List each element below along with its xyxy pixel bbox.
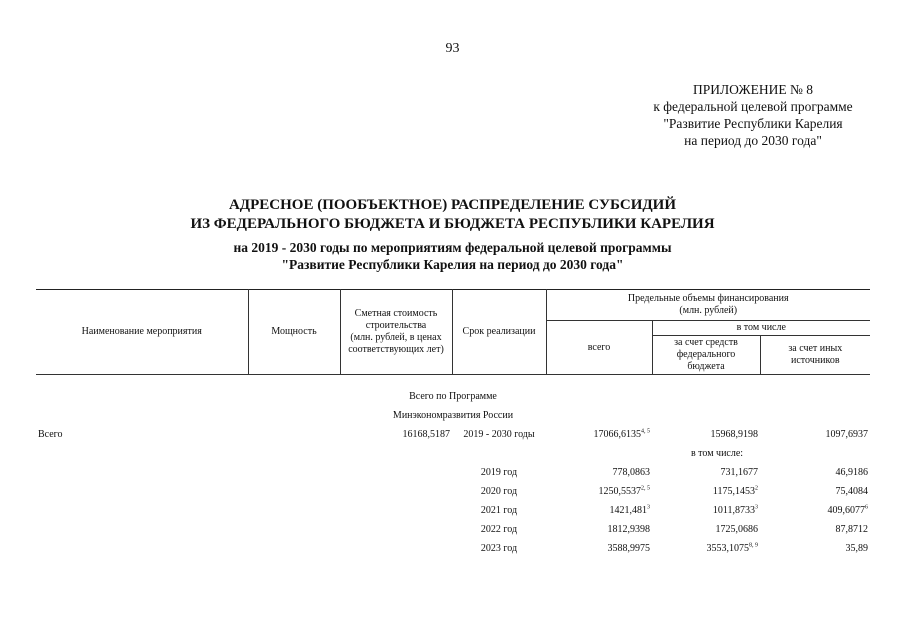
total-federal: 15968,9198	[710, 428, 758, 440]
page-number: 93	[445, 41, 460, 56]
year-period: 2022 год	[480, 523, 518, 535]
year-other: 35,89	[845, 542, 869, 554]
header-limits: Предельные объемы финансирования (млн. рублей)	[546, 290, 870, 321]
total-row	[36, 425, 870, 444]
header-federal: за счет средств федерального бюджета	[652, 336, 760, 375]
section-row	[36, 406, 870, 425]
section-program: Всего по Программе	[409, 390, 497, 402]
section-including: в том числе:	[690, 447, 744, 459]
subtitle-line: "Развитие Республики Карелия на период до 2030 года"	[281, 257, 624, 272]
total-amount: 17066,6135$^{4, 5}$	[593, 428, 650, 440]
header-other: за счет иных источников	[760, 336, 870, 375]
header-capacity: Мощность	[248, 290, 340, 375]
year-total: 3588,9975	[607, 542, 650, 554]
total-period: 2019 - 2030 годы	[463, 428, 535, 440]
document-subtitle	[0, 239, 905, 273]
year-other: 75,4084	[835, 485, 869, 497]
year-other: 409,6077$^6$	[827, 504, 869, 516]
title-line: АДРЕСНОЕ (ПООБЪЕКТНОЕ) РАСПРЕДЕЛЕНИЕ СУБСИДИЙ	[228, 197, 677, 213]
year-period: 2023 год	[480, 542, 518, 554]
year-row	[36, 501, 870, 520]
year-total: 1250,5537$^{2, 5}$	[598, 485, 650, 497]
header-period: Срок реализации	[452, 290, 546, 375]
section-row	[36, 444, 870, 463]
header-total: всего	[546, 321, 652, 375]
subtitle-line: на 2019 - 2030 годы по мероприятиям федеральной целевой программы	[233, 240, 672, 255]
section-ministry: Минэкономразвития России	[392, 409, 514, 421]
appendix-line: "Развитие Республики Карелия	[663, 116, 843, 131]
total-cost: 16168,5187	[402, 428, 450, 440]
year-total: 1812,9398	[607, 523, 650, 535]
appendix-line: к федеральной целевой программе	[653, 99, 853, 114]
header-including: в том числе	[652, 321, 870, 336]
year-total: 1421,481$^3$	[609, 504, 650, 516]
total-name: Всего	[38, 428, 63, 440]
appendix-line: ПРИЛОЖЕНИЕ № 8	[692, 82, 814, 97]
header-cost: Сметная стоимость строительства (млн. рублей, в ценах соответствующих лет)	[340, 290, 452, 375]
year-federal: 1725,0686	[715, 523, 758, 535]
title-line: ИЗ ФЕДЕРАЛЬНОГО БЮДЖЕТА И БЮДЖЕТА РЕСПУБЛИКИ КАРЕЛИЯ	[190, 216, 715, 232]
year-other: 46,9186	[835, 466, 869, 478]
appendix-heading	[608, 81, 898, 149]
year-row	[36, 482, 870, 501]
year-federal: 731,1677	[720, 466, 758, 478]
year-federal: 1011,8733$^3$	[712, 504, 758, 516]
total-other: 1097,6937	[825, 428, 869, 440]
appendix-line: на период до 2030 года"	[684, 133, 822, 148]
year-period: 2021 год	[480, 504, 518, 516]
year-federal: 3553,1075$^{8, 9}$	[706, 542, 758, 554]
year-other: 87,8712	[835, 523, 869, 535]
section-row	[36, 387, 870, 406]
year-period: 2019 год	[480, 466, 518, 478]
year-row	[36, 463, 870, 482]
year-period: 2020 год	[480, 485, 518, 497]
year-row	[36, 539, 870, 558]
year-row	[36, 520, 870, 539]
document-title	[0, 196, 905, 234]
year-federal: 1175,1453$^2$	[712, 485, 758, 497]
year-total: 778,0863	[612, 466, 650, 478]
subsidy-distribution-table	[36, 289, 870, 558]
header-name: Наименование мероприятия	[36, 290, 248, 375]
